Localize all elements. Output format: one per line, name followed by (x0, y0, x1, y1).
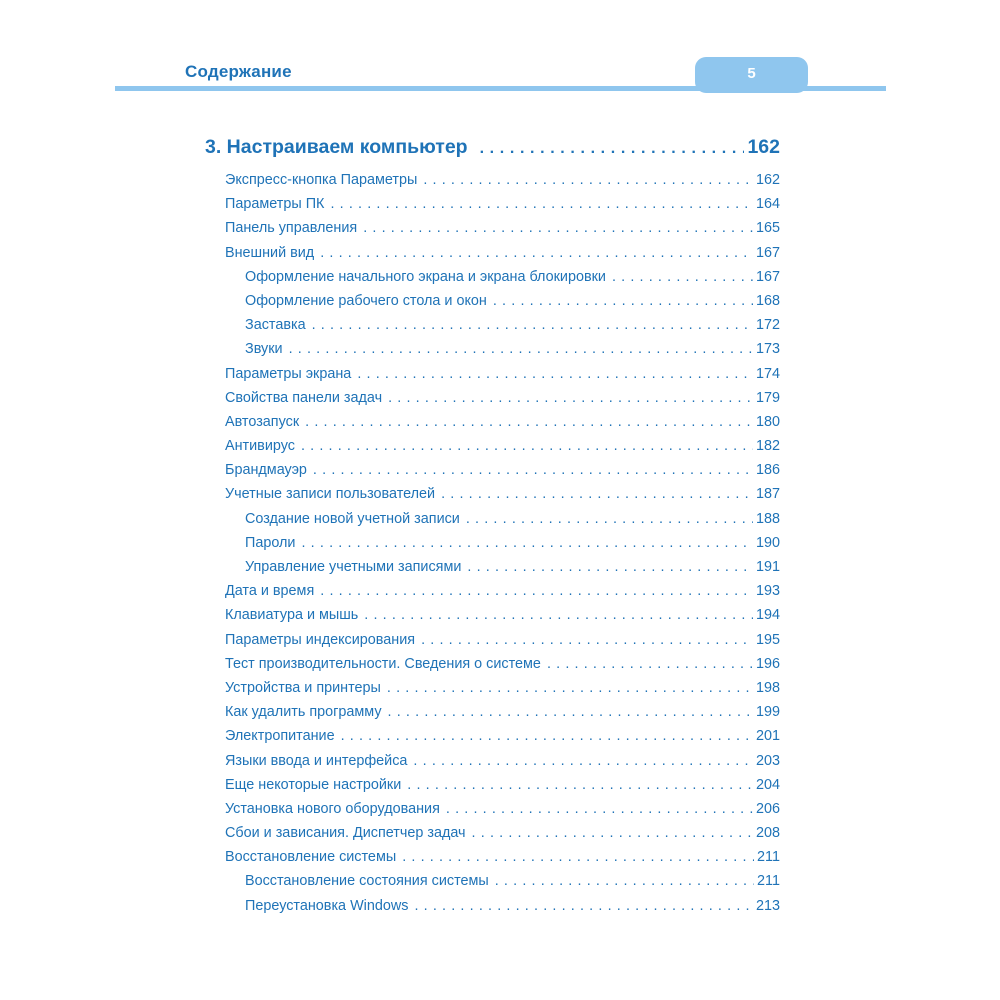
toc-entry-title: Параметры индексирования (225, 631, 416, 648)
toc-entry-page: 204 (755, 776, 780, 793)
toc-entry-page: 196 (755, 655, 780, 672)
dot-leader (301, 535, 753, 551)
dot-leader (413, 753, 753, 769)
dot-leader (547, 656, 753, 672)
page-number: 5 (747, 65, 756, 82)
toc-entry-page: 198 (755, 679, 780, 696)
toc-entry-page: 193 (755, 583, 780, 600)
toc-entry[interactable] (205, 220, 780, 244)
dot-leader (446, 801, 753, 817)
toc-entry[interactable] (205, 341, 780, 365)
toc-entry[interactable] (205, 680, 780, 704)
toc-entry[interactable] (205, 801, 780, 825)
dot-leader (388, 704, 753, 720)
toc-entry[interactable] (205, 196, 780, 220)
dot-leader (330, 196, 753, 212)
dot-leader (364, 607, 753, 623)
toc-entry[interactable] (205, 535, 780, 559)
table-of-contents (205, 136, 780, 922)
toc-entry-page: 188 (755, 510, 780, 527)
toc-entry-page: 199 (755, 704, 780, 721)
toc-entry[interactable] (205, 245, 780, 269)
dot-leader (289, 341, 753, 357)
toc-entry-page: 186 (755, 462, 780, 479)
toc-entry-page: 168 (755, 292, 780, 309)
toc-entry[interactable] (205, 511, 780, 535)
toc-entry-page: 201 (755, 728, 780, 745)
toc-entry-page: 173 (755, 341, 780, 358)
toc-entry-title: Заставка (245, 317, 306, 334)
toc-entry[interactable] (205, 172, 780, 196)
toc-entry-page: 180 (755, 413, 780, 430)
toc-entry-title: Параметры ПК (225, 196, 325, 213)
toc-entry-page: 206 (755, 800, 780, 817)
dot-leader (320, 583, 753, 599)
toc-entry[interactable] (205, 366, 780, 390)
toc-entry[interactable] (205, 390, 780, 414)
toc-entry[interactable] (205, 728, 780, 752)
dot-leader (414, 898, 753, 914)
toc-entry-title: Восстановление состояния системы (245, 873, 489, 890)
toc-entry[interactable] (205, 438, 780, 462)
page-number-tab (695, 57, 808, 93)
dot-leader (441, 486, 753, 502)
toc-entry-page: 174 (755, 365, 780, 382)
toc-entry-title: Еще некоторые настройки (225, 776, 402, 793)
toc-entry[interactable] (205, 632, 780, 656)
toc-entry[interactable] (205, 486, 780, 510)
toc-entry-title: Брандмауэр (225, 462, 307, 479)
toc-entry-page: 167 (755, 244, 780, 261)
toc-chapter-title: 3. Настраиваем компьютер (205, 136, 468, 158)
toc-entry-title: Дата и время (225, 583, 315, 600)
toc-entry-page: 172 (755, 317, 780, 334)
dot-leader (320, 245, 753, 261)
toc-entry-title: Устройства и принтеры (225, 679, 381, 696)
toc-entry[interactable] (205, 269, 780, 293)
toc-entry-page: 208 (755, 825, 780, 842)
toc-entry-title: Внешний вид (225, 244, 315, 261)
toc-entry-title: Установка нового оборудования (225, 800, 440, 817)
toc-entry-page: 211 (757, 873, 780, 890)
dot-leader (407, 777, 753, 793)
toc-entry[interactable] (205, 873, 780, 897)
toc-entry-page: 195 (755, 631, 780, 648)
toc-entry-title: Клавиатура и мышь (225, 607, 359, 624)
toc-entry[interactable] (205, 293, 780, 317)
toc-entry-title: Языки ввода и интерфейса (225, 752, 408, 769)
toc-entry[interactable] (205, 656, 780, 680)
page-header (0, 0, 1000, 110)
toc-entry-page: 182 (755, 438, 780, 455)
toc-entry-title: Сбои и зависания. Диспетчер задач (225, 825, 466, 842)
toc-entry-title: Пароли (245, 534, 296, 551)
toc-entry-page: 191 (755, 559, 780, 575)
toc-entry[interactable] (205, 559, 780, 583)
toc-entry-title: Свойства панели задач (225, 389, 383, 406)
toc-entry-title: Автозапуск (225, 413, 300, 430)
toc-entry-page: 167 (755, 268, 780, 285)
toc-entry-page: 165 (755, 220, 780, 237)
toc-entry[interactable] (205, 704, 780, 728)
dot-leader (341, 728, 753, 744)
dot-leader (423, 172, 753, 188)
toc-entry-page: 194 (755, 607, 780, 624)
section-title: Содержание (185, 62, 292, 81)
toc-entry[interactable] (205, 849, 780, 873)
toc-entry-title: Звуки (245, 341, 283, 358)
toc-chapter-page: 162 (747, 136, 780, 158)
dot-leader (357, 366, 753, 382)
toc-entry-title: Тест производительности. Сведения о системе (225, 655, 541, 672)
dot-leader (388, 390, 753, 406)
dot-leader (495, 873, 754, 889)
toc-entry-title: Создание новой учетной записи (245, 510, 460, 527)
toc-entry[interactable] (205, 462, 780, 486)
toc-entry[interactable] (205, 777, 780, 801)
toc-entry-title: Учетные записи пользователей (225, 486, 436, 503)
toc-entry-page: 211 (757, 849, 780, 866)
toc-entry[interactable] (205, 898, 780, 922)
dot-leader (466, 511, 753, 527)
dot-leader (313, 462, 753, 478)
toc-entry-title: Как удалить программу (225, 704, 382, 721)
toc-entry-page: 162 (755, 172, 780, 188)
dot-leader (493, 293, 753, 309)
toc-entry-title: Электропитание (225, 728, 335, 745)
toc-entry[interactable] (205, 607, 780, 631)
toc-entry-page: 203 (755, 752, 780, 769)
dot-leader (421, 632, 753, 648)
dot-leader (612, 269, 753, 285)
toc-entry-title: Панель управления (225, 220, 358, 237)
toc-chapter-heading[interactable] (205, 136, 780, 166)
toc-entry-page: 187 (755, 486, 780, 503)
toc-entry[interactable] (205, 825, 780, 849)
dot-leader (472, 825, 753, 841)
toc-entry-title: Восстановление системы (225, 849, 397, 866)
dot-leader (467, 559, 753, 575)
dot-leader (387, 680, 753, 696)
toc-entry-title: Антивирус (225, 438, 295, 455)
toc-entry[interactable] (205, 414, 780, 438)
dot-leader (301, 438, 753, 454)
toc-entry-title: Оформление начального экрана и экрана блокировки (245, 268, 606, 285)
dot-leader (363, 220, 753, 236)
toc-entry-page: 164 (755, 196, 780, 213)
toc-entry[interactable] (205, 753, 780, 777)
toc-entry-page: 190 (755, 534, 780, 551)
dot-leader (402, 849, 754, 865)
toc-entry[interactable] (205, 583, 780, 607)
toc-entry-title: Экспресс-кнопка Параметры (225, 172, 418, 188)
toc-entry-title: Параметры экрана (225, 365, 352, 382)
toc-entry-page: 179 (755, 389, 780, 406)
toc-entry-title: Управление учетными записями (245, 559, 462, 575)
toc-entry-page: 213 (755, 897, 780, 914)
toc-entry[interactable] (205, 317, 780, 341)
dot-leader (305, 414, 753, 430)
dot-leader (312, 317, 753, 333)
toc-entry-title: Переустановка Windows (245, 897, 409, 914)
dot-leader (480, 140, 745, 158)
toc-entry-title: Оформление рабочего стола и окон (245, 292, 487, 309)
